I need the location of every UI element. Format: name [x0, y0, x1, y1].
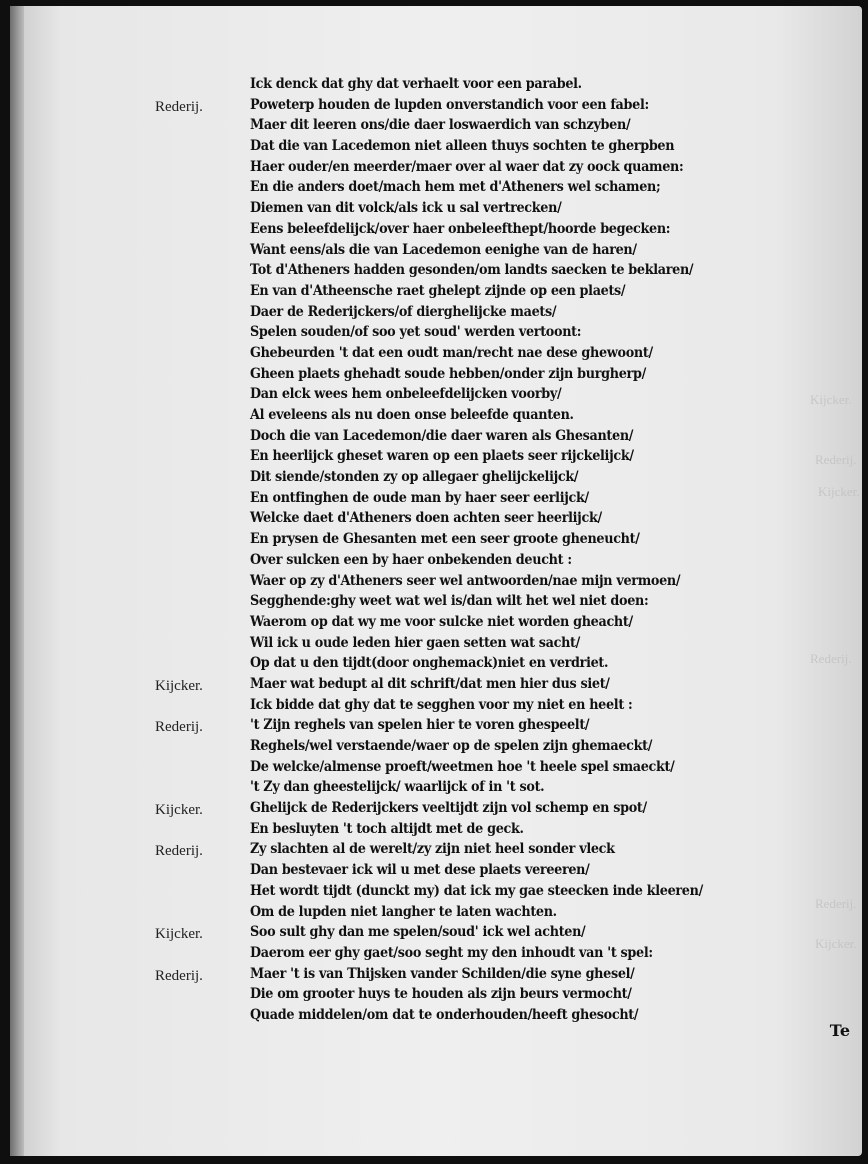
- text-line: [10, 945, 862, 966]
- show-through-text: Rederij.: [815, 452, 857, 467]
- text-line: [10, 614, 862, 635]
- verse-line: Over sulcken een by haer onbekenden deucht :: [250, 551, 572, 568]
- speaker-label: Rederij.: [155, 719, 203, 736]
- verse-line: Al eveleens als nu doen onse beleefde quanten.: [250, 407, 574, 423]
- text-line: [10, 386, 862, 407]
- text-line: [10, 593, 862, 614]
- text-line: [10, 283, 862, 304]
- verse-line: Waer op zy d'Atheners seer wel antwoorden/nae mijn vermoen/: [250, 572, 681, 589]
- text-line: [10, 841, 862, 862]
- speaker-label: Rederij.: [155, 967, 203, 984]
- show-through-text: Rederij.: [815, 896, 857, 911]
- text-line: [10, 345, 862, 366]
- verse-line: Waerom op dat wy me voor sulcke niet worden gheacht/: [250, 613, 633, 630]
- text-line: [10, 697, 862, 718]
- text-line: [10, 490, 862, 511]
- text-line: [10, 242, 862, 263]
- verse-line: Maer wat bedupt al dit schrift/dat men hier dus siet/: [250, 675, 610, 692]
- verse-line: Gheen plaets ghehadt soude hebben/onder zijn burgherp/: [250, 365, 646, 382]
- verse-line: Dit siende/stonden zy op allegaer ghelijckelijck/: [250, 469, 579, 486]
- verse-line: Quade middelen/om dat te onderhouden/heeft ghesocht/: [250, 1006, 639, 1023]
- verse-line: Soo sult ghy dan me spelen/soud' ick wel achten/: [250, 924, 586, 941]
- text-line: [10, 779, 862, 800]
- text-line: [10, 552, 862, 573]
- verse-line: En ontfinghen de oude man by haer seer eerlijck/: [250, 489, 589, 506]
- verse-line: Daerom eer ghy gaet/soo seght my den inhoudt van 't spel:: [250, 944, 653, 961]
- text-line: [10, 262, 862, 283]
- verse-line: Het wordt tijdt (dunckt my) dat ick my gae steecken inde kleeren/: [250, 882, 703, 899]
- verse-line: Ick bidde dat ghy dat te segghen voor my niet en heelt :: [250, 696, 633, 713]
- verse-line: Doch die van Lacedemon/die daer waren als Ghesanten/: [250, 427, 634, 444]
- text-line: [10, 800, 862, 821]
- verse-line: De welcke/almense proeft/weetmen hoe 't heele spel smaeckt/: [250, 758, 675, 775]
- text-line: [10, 966, 862, 987]
- verse-line: Wil ick u oude leden hier gaen setten wat sacht/: [250, 634, 580, 651]
- verse-line: Dan bestevaer ick wil u met dese plaets vereeren/: [250, 862, 590, 879]
- verse-line: 't Zijn reghels van spelen hier te voren ghespeelt/: [250, 717, 590, 734]
- text-line: [10, 138, 862, 159]
- text-line: [10, 676, 862, 697]
- verse-line: Ghebeurden 't dat een oudt man/recht nae dese ghewoont/: [250, 344, 653, 361]
- text-line: [10, 717, 862, 738]
- speaker-label: Kijcker.: [155, 802, 203, 819]
- verse-line: Maer dit leeren ons/die daer loswaerdich van schzyben/: [250, 117, 631, 134]
- verse-line: Om de lupden niet langher te laten wachten.: [250, 903, 557, 920]
- text-line: [10, 117, 862, 138]
- verse-line: En van d'Atheensche raet ghelept zijnde op een plaets/: [250, 282, 626, 299]
- verse-line: En prysen de Ghesanten met een seer groote gheneucht/: [250, 531, 640, 548]
- catchword: Te: [829, 1021, 850, 1040]
- text-line: [10, 366, 862, 387]
- text-line: [10, 924, 862, 945]
- verse-line: Reghels/wel verstaende/waer op de spelen zijn ghemaeckt/: [250, 738, 653, 754]
- verse-line: Die om grooter huys te houden als zijn beurs vermocht/: [250, 986, 632, 1003]
- verse-line: Ghelijck de Rederijckers veeltijdt zijn vol schemp en spot/: [250, 800, 647, 817]
- text-line: [10, 883, 862, 904]
- text-line: [10, 655, 862, 676]
- text-line: [10, 304, 862, 325]
- text-line: [10, 200, 862, 221]
- show-through-text: Rederij.: [810, 651, 852, 666]
- text-line: [10, 76, 862, 97]
- verse-line: En die anders doet/mach hem met d'Atheners wel schamen;: [250, 179, 661, 196]
- speaker-label: Rederij.: [155, 843, 203, 860]
- verse-line: Segghende:ghy weet wat wel is/dan wilt het wel niet doen:: [250, 593, 649, 610]
- text-line: [10, 324, 862, 345]
- text-line: [10, 97, 862, 118]
- speaker-label: Kijcker.: [155, 677, 203, 694]
- verse-line: Want eens/als die van Lacedemon eenighe van de haren/: [250, 241, 637, 258]
- text-line: [10, 221, 862, 242]
- verse-line: En besluyten 't toch altijdt met de geck.: [250, 820, 524, 837]
- verse-line: Haer ouder/en meerder/maer over al waer dat zy oock quamen:: [250, 158, 684, 175]
- verse-line: Dat die van Lacedemon niet alleen thuys sochten te gherpben: [250, 138, 675, 155]
- text-line: [10, 821, 862, 842]
- show-through-text: Kijcker.: [815, 936, 857, 951]
- text-line: [10, 510, 862, 531]
- show-through-text: Kijcker.: [818, 484, 860, 499]
- verse-line: Poweterp houden de lupden onverstandich voor een fabel:: [250, 96, 649, 113]
- verse-line: Zy slachten al de werelt/zy zijn niet heel sonder vleck: [250, 841, 615, 858]
- verse-line: Eens beleefdelijck/over haer onbeleefthept/hoorde begecken:: [250, 220, 671, 237]
- verse-line: Tot d'Atheners hadden gesonden/om landts saecken te beklaren/: [250, 262, 694, 279]
- text-line: [10, 862, 862, 883]
- text-line: [10, 407, 862, 428]
- text-line: [10, 448, 862, 469]
- text-line: [10, 986, 862, 1007]
- show-through-text: Kijcker.: [810, 392, 852, 407]
- text-line: [10, 469, 862, 490]
- verse-line: Daer de Rederijckers/of dierghelijcke maets/: [250, 303, 557, 320]
- text-line: [10, 428, 862, 449]
- text-line: [10, 159, 862, 180]
- book-page: [10, 6, 862, 1156]
- verse-line: Spelen souden/of soo yet soud' werden vertoont:: [250, 324, 582, 341]
- verse-line: Op dat u den tijdt(door onghemack)niet en verdriet.: [250, 655, 609, 672]
- verse-line: Dan elck wees hem onbeleefdelijcken voorby/: [250, 386, 562, 403]
- verse-line: 't Zy dan gheestelijck/ waarlijck of in 't sot.: [250, 779, 545, 796]
- text-line: [10, 759, 862, 780]
- verse-line: Ick denck dat ghy dat verhaelt voor een parabel.: [250, 76, 582, 92]
- text-line: [10, 635, 862, 656]
- speaker-label: Rederij.: [155, 98, 203, 115]
- text-line: [10, 1007, 862, 1028]
- text-line: [10, 179, 862, 200]
- text-line: [10, 904, 862, 925]
- verse-line: Welcke daet d'Atheners doen achten seer heerlijck/: [250, 510, 602, 527]
- speaker-label: Kijcker.: [155, 926, 203, 943]
- text-line: [10, 573, 862, 594]
- text-line: [10, 738, 862, 759]
- verse-line: Diemen van dit volck/als ick u sal vertrecken/: [250, 200, 562, 217]
- verse-line: En heerlijck gheset waren op een plaets seer rijckelijck/: [250, 448, 634, 465]
- text-block: [10, 76, 862, 1028]
- text-line: [10, 531, 862, 552]
- verse-line: Maer 't is van Thijsken vander Schilden/die syne ghesel/: [250, 965, 635, 982]
